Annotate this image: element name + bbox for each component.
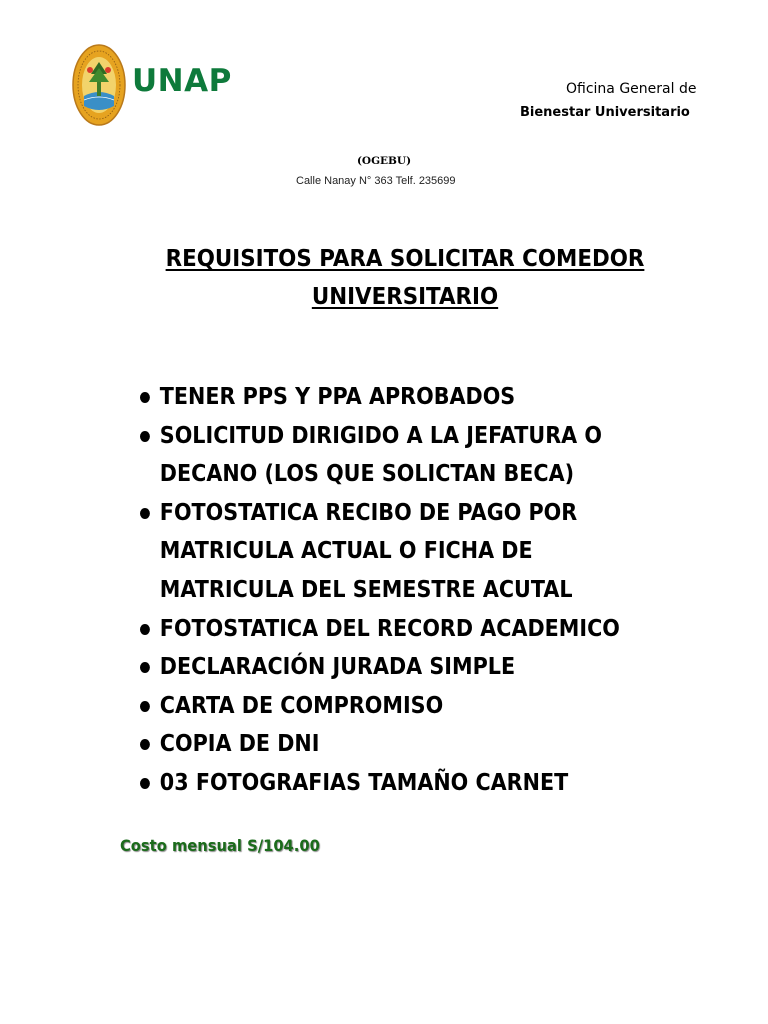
requirement-line: DECLARACIÓN JURADA SIMPLE (159, 654, 516, 681)
office-address: Calle Nanay N° 363 Telf. 235699 (296, 175, 456, 187)
unap-brand: UNAP (132, 63, 232, 99)
document-title-line: REQUISITOS PARA SOLICITAR COMEDOR (165, 246, 645, 272)
requirement-line: MATRICULA DEL SEMESTRE ACUTAL (159, 576, 573, 603)
requirement-item (140, 725, 680, 764)
office-acronym: (OGEBU) (356, 155, 412, 167)
requirement-line: TENER PPS Y PPA APROBADOS (159, 384, 516, 410)
bullet-icon (140, 778, 150, 789)
requirements-list (140, 378, 680, 803)
requirement-line: FOTOSTATICA RECIBO DE PAGO POR (159, 499, 578, 526)
bullet-icon (140, 624, 150, 635)
bullet-icon (140, 662, 150, 673)
document-title-line: UNIVERSITARIO (311, 284, 499, 310)
monthly-cost: Costo mensual S/104.00 (120, 836, 320, 855)
requirement-item (140, 610, 680, 649)
requirement-line: SOLICITUD DIRIGIDO A LA JEFATURA O (159, 422, 602, 449)
requirement-item (140, 494, 680, 610)
bullet-icon (140, 701, 150, 712)
unap-seal-logo (72, 44, 126, 126)
bullet-icon (140, 431, 150, 442)
requirement-line: 03 FOTOGRAFIAS TAMAÑO CARNET (159, 769, 569, 796)
requirement-line: COPIA DE DNI (159, 731, 320, 758)
requirement-item (140, 687, 680, 726)
requirement-line: CARTA DE COMPROMISO (159, 692, 444, 719)
requirement-line: FOTOSTATICA DEL RECORD ACADEMICO (159, 615, 620, 642)
requirement-item (140, 764, 680, 803)
office-name-line1: Oficina General de (566, 81, 697, 97)
requirement-item (140, 378, 680, 417)
document-title (121, 240, 688, 316)
requirement-item (140, 417, 680, 494)
requirement-line: DECANO (LOS QUE SOLICTAN BECA) (159, 461, 575, 488)
bullet-icon (140, 508, 150, 519)
requirement-item (140, 648, 680, 687)
office-name-line2: Bienestar Universitario (520, 105, 690, 120)
requirement-line: MATRICULA ACTUAL O FICHA DE (159, 538, 533, 565)
bullet-icon (140, 739, 150, 750)
bullet-icon (140, 392, 150, 403)
